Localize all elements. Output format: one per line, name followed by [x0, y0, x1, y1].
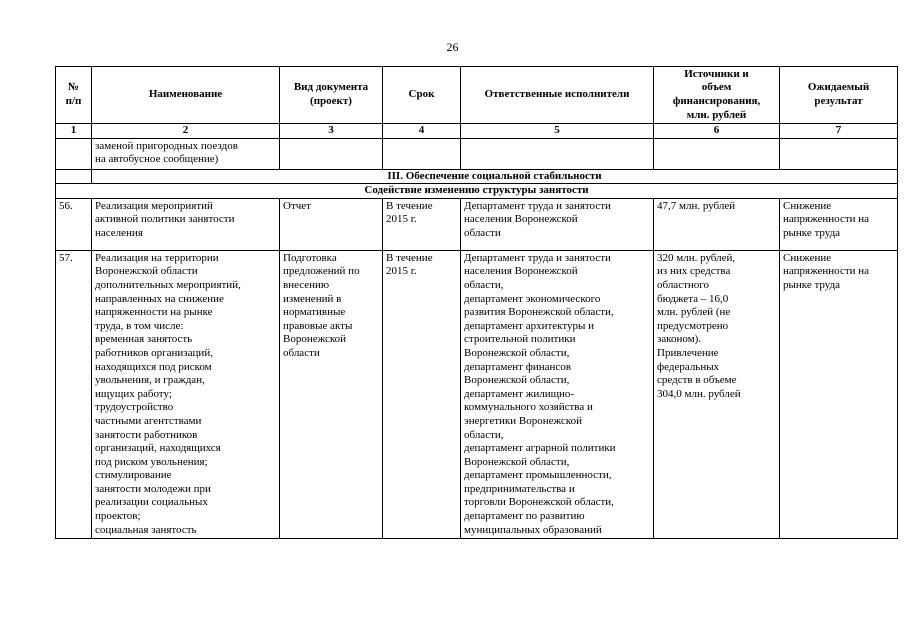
row-executors: Департамент труда и занятости населения Воронежской области, департамент экономического развития Воронежской области, департамент архитектуры и строительной политики Воронежской области, департамент финансов Воронежской области, департамент жилищно- коммунального хозяйства и энергетики Воронежской области, департамент аграрной политики Воронежской области, департамент промышленности, предпринимательства и торговли Воронежской области, департамент по развитию муниципальных образований: [461, 250, 654, 538]
continuation-financing: [654, 138, 780, 169]
column-number: 3: [280, 124, 383, 139]
row-financing: 320 млн. рублей, из них средства областного бюджета – 16,0 млн. рублей (не предусмотрено законом). Привлечение федеральных средств в объеме 304,0 млн. рублей: [654, 250, 780, 538]
header-doc-type: Вид документа (проект): [280, 67, 383, 124]
continuation-doc-type: [280, 138, 383, 169]
column-number: 2: [92, 124, 280, 139]
header-executors: Ответственные исполнители: [461, 67, 654, 124]
row-deadline: В течение 2015 г.: [383, 250, 461, 538]
subsection-title: Содействие изменению структуры занятости: [56, 184, 898, 199]
table-row: [56, 250, 898, 538]
continuation-executors: [461, 138, 654, 169]
row-number: 57.: [56, 250, 92, 538]
header-number: № п/п: [56, 67, 92, 124]
row-executors: Департамент труда и занятости населения Воронежской области: [461, 198, 654, 250]
page-number: 26: [446, 40, 459, 54]
section-spacer: [56, 169, 92, 184]
row-deadline: В течение 2015 г.: [383, 198, 461, 250]
header-row: [56, 67, 898, 124]
continuation-number: [56, 138, 92, 169]
table-row: [56, 198, 898, 250]
row-name: Реализация на территории Воронежской области дополнительных мероприятий, направленных на снижение напряженности на рынке труда, в том числе: временная занятость работников организаций, находящихся под риском увольнения, и граждан, ищущих работу; трудоустройство частными агентствами занятости работников организаций, находящихся под риском увольнения; стимулирование занятости молодежи при реализации социальных проектов; социальная занятость: [92, 250, 280, 538]
header-name: Наименование: [92, 67, 280, 124]
row-number: 56.: [56, 198, 92, 250]
section-row: [56, 169, 898, 184]
continuation-deadline: [383, 138, 461, 169]
continuation-row: [56, 138, 898, 169]
row-doc-type: Отчет: [280, 198, 383, 250]
header-deadline: Срок: [383, 67, 461, 124]
subsection-row: [56, 184, 898, 199]
column-number: 4: [383, 124, 461, 139]
column-number-row: [56, 124, 898, 139]
row-result: Снижение напряженности на рынке труда: [780, 198, 898, 250]
column-number: 5: [461, 124, 654, 139]
row-doc-type: Подготовка предложений по внесению изменений в нормативные правовые акты Воронежской области: [280, 250, 383, 538]
header-financing: Источники и объем финансирования, млн. рублей: [654, 67, 780, 124]
continuation-result: [780, 138, 898, 169]
section-title: III. Обеспечение социальной стабильности: [92, 169, 898, 184]
column-number: 7: [780, 124, 898, 139]
row-financing: 47,7 млн. рублей: [654, 198, 780, 250]
header-result: Ожидаемый результат: [780, 67, 898, 124]
row-result: Снижение напряженности на рынке труда: [780, 250, 898, 538]
row-name: Реализация мероприятий активной политики занятости населения: [92, 198, 280, 250]
continuation-name: заменой пригородных поездов на автобусное сообщение): [92, 138, 280, 169]
column-number: 6: [654, 124, 780, 139]
plan-table: [55, 66, 898, 539]
column-number: 1: [56, 124, 92, 139]
